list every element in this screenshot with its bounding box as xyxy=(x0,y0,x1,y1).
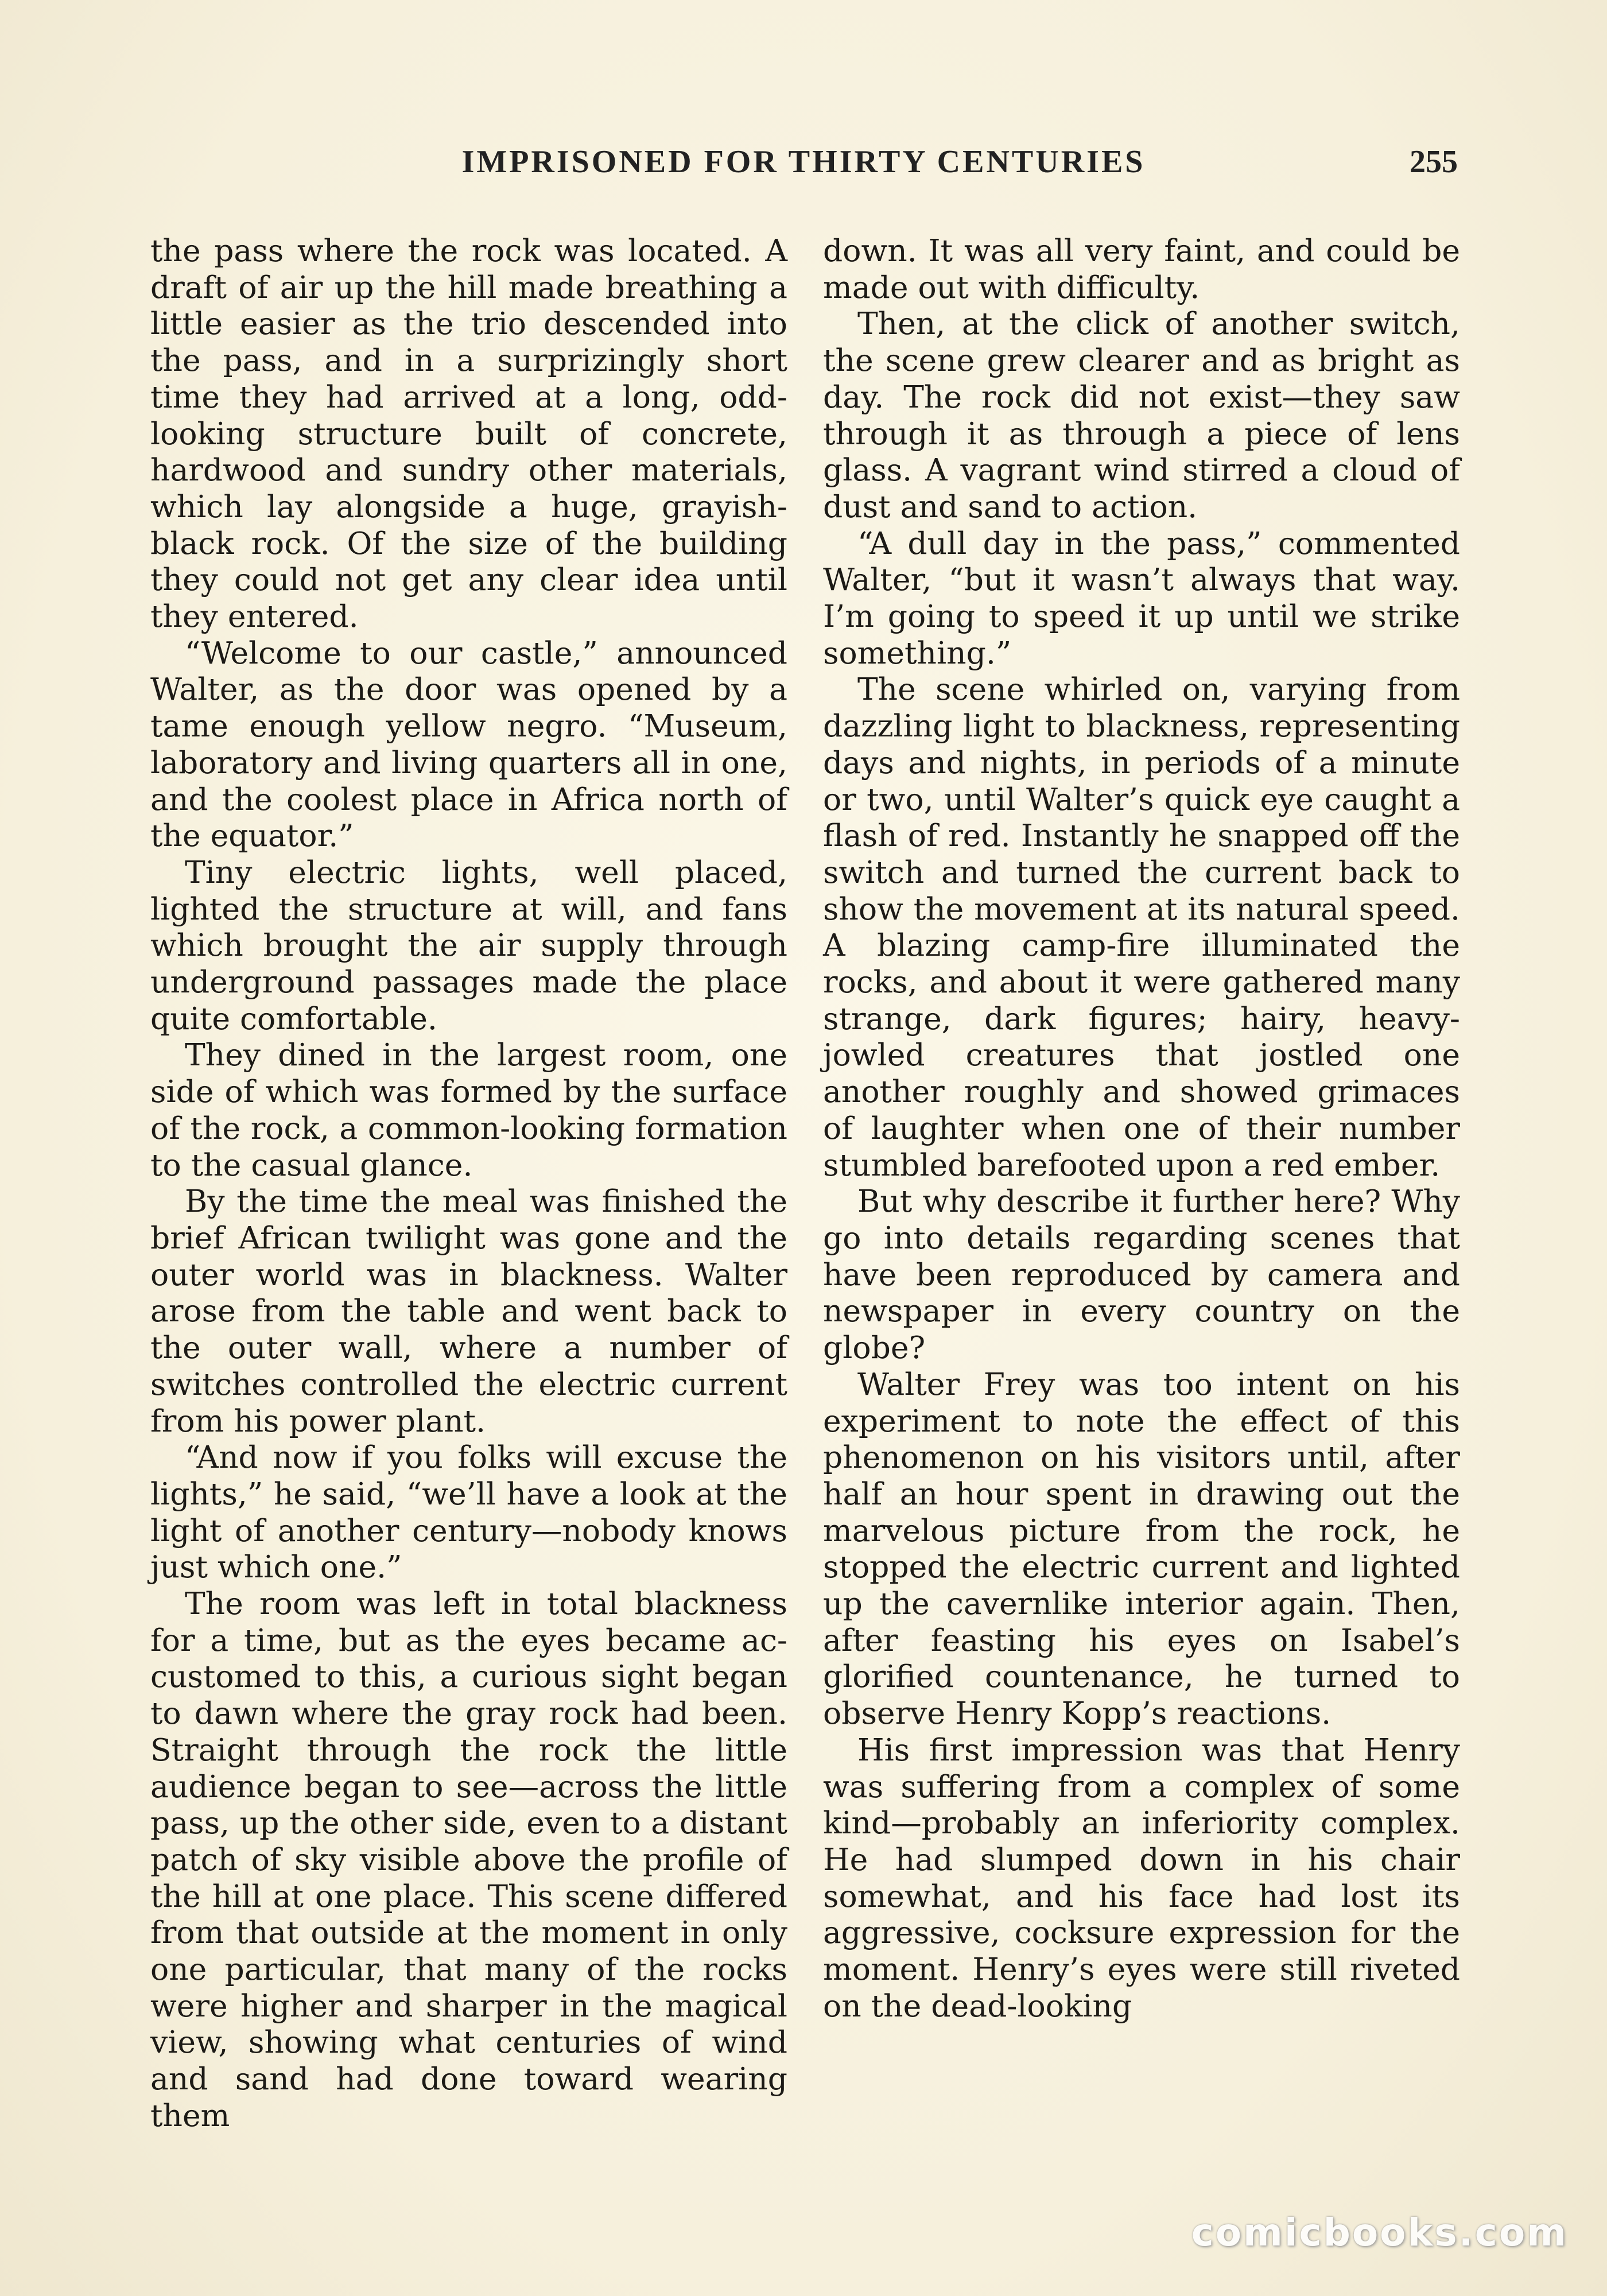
paragraph: But why describe it further here? Why go into details regarding scenes that have been reproduced by camera and newspaper in every country on the globe? xyxy=(823,1183,1460,1366)
running-head xyxy=(149,144,1458,189)
page-number: 255 xyxy=(1410,144,1458,180)
running-title: IMPRISONED FOR THIRTY CENTURIES xyxy=(461,144,1146,180)
paragraph: They dined in the largest room, one side of which was formed by the surface of the rock, a common-looking formation to the casual glance. xyxy=(150,1037,787,1183)
paragraph: down. It was all very faint, and could be made out with difficulty. xyxy=(823,232,1460,305)
paragraph: Then, at the click of another switch, the scene grew clearer and as bright as day. The rock did not exist—they saw through it as through a piece of lens glass. A vagrant wind stirred a cloud of dust and sand to action. xyxy=(823,305,1460,525)
paragraph: Walter Frey was too intent on his experiment to note the effect of this phenomenon on his visitors until, after half an hour spent in drawing out the marvelous picture from the rock, he stopped the electric current and lighted up the cavernlike interior again. Then, after feasting his eyes on Isabel’s glorified countenance, he turned to observe Henry Kopp’s reactions. xyxy=(823,1366,1460,1732)
paragraph: His first impression was that Henry was suffering from a complex of some kind—probably an inferiority complex. He had slumped down in his chair somewhat, and his face had lost its aggressive, cocksure expression for the moment. Henry’s eyes were still riveted on the dead-looking xyxy=(823,1731,1460,2024)
paragraph: “And now if you folks will excuse the lights,” he said, “we’ll have a look at the light of another century—nobody knows just which one.” xyxy=(150,1439,787,1585)
paragraph: “Welcome to our castle,” announced Walter, as the door was opened by a tame enough yellow negro. “Museum, laboratory and living quarters all in one, and the coolest place in Africa north of the equator.” xyxy=(150,634,787,854)
paragraph: “A dull day in the pass,” commented Walter, “but it wasn’t always that way. I’m going to speed it up until we strike something.” xyxy=(823,525,1460,671)
paragraph: The room was left in total blackness for a time, but as the eyes became accustomed to this, a curious sight began to dawn where the gray rock had been. Straight through the rock the little audience began to see—across the little pass, up the other side, even to a distant patch of sky visible above the profile of the hill at one place. This scene differed from that outside at the moment in only one particular, that many of the rocks were higher and sharper in the magical view, showing what centuries of wind and sand had done toward wearing them xyxy=(150,1585,787,2134)
right-column xyxy=(823,232,1460,2024)
paragraph: The scene whirled on, varying from dazzling light to blackness, representing days and nights, in periods of a minute or two, until Walter’s quick eye caught a flash of red. Instantly he snapped off the switch and turned the current back to show the movement at its natural speed. A blazing camp-fire illuminated the rocks, and about it were gathered many strange, dark figures; hairy, heavy-jowled creatures that jostled one another roughly and showed grimaces of laughter when one of their number stumbled barefooted upon a red ember. xyxy=(823,671,1460,1183)
paragraph: By the time the meal was finished the brief African twilight was gone and the outer world was in blackness. Walter arose from the table and went back to the outer wall, where a number of switches controlled the electric current from his power plant. xyxy=(150,1183,787,1439)
paragraph: Tiny electric lights, well placed, lighted the structure at will, and fans which brought the air supply through underground passages made the place quite comfortable. xyxy=(150,854,787,1037)
paragraph: the pass where the rock was located. A draft of air up the hill made breathing a little easier as the trio descended into the pass, and in a surprizingly short time they had arrived at a long, odd-looking structure built of concrete, hardwood and sundry other materials, which lay alongside a huge, grayish-black rock. Of the size of the building they could not get any clear idea until they entered. xyxy=(150,232,787,635)
watermark: comicbooks.com xyxy=(1191,2210,1568,2255)
left-column xyxy=(150,232,787,2134)
